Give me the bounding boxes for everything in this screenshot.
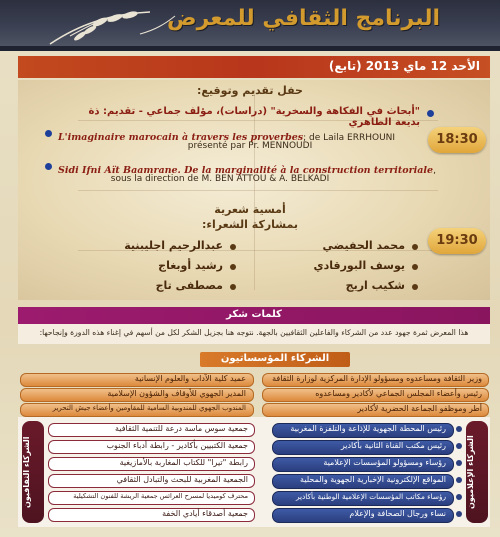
bullet-icon (230, 264, 236, 270)
book-author: ; de Laila ERRHOUNI (303, 133, 396, 143)
partner-item: وزير الثقافة ومساعدوه ومسؤولو الإدارة المركزية لوزارة الثقافة (272, 374, 482, 383)
poet-name: عبدالرحيم اجليبنية (124, 239, 223, 252)
bullet-icon (456, 460, 462, 466)
session1-title: حفل تقديم وتوقيع: (197, 84, 303, 97)
media-item: رئيس المحطة الجهوية للإذاعة والتلفزة المغربية (290, 424, 446, 433)
bullet-icon (456, 494, 462, 500)
session2-title: أمسية شعرية (214, 203, 286, 216)
bullet-icon (45, 163, 52, 170)
session1-item-2-sub: présenté par Pr. MENNOUDI (187, 141, 313, 151)
book-title-fr: Sidi Ifni Aït Baamrane. De la marginalité à la construction territoriale (58, 165, 434, 176)
cultural-tab-label: الشركاء الثقافيون (22, 436, 31, 508)
media-tab-label: الشركاء الإعلاميون (466, 435, 475, 509)
partner-item: المندوب الجهوي للمندوبية السامية للمقاومين وأعضاء جيش التحرير (52, 404, 246, 412)
cultural-partners-tab (22, 421, 44, 523)
session1-item-1: "أبحاث في الفكاهة والسخرية" (دراسات)، مؤلف جماعي - تقديم: ذة بديعة الطاهري (88, 106, 420, 128)
date-text: الأحد 12 ماي 2013 (تابع) (328, 59, 480, 73)
bullet-icon (412, 284, 418, 290)
bullet-icon (230, 284, 236, 290)
bullet-icon (456, 443, 462, 449)
thanks-title: كلمات شكر (226, 309, 282, 320)
date-banner (18, 56, 490, 78)
partners-title: الشركاء المؤسساتيون (220, 353, 330, 364)
media-item: المواقع الإلكترونية الإخبارية الجهوية والمحلية (300, 475, 446, 484)
poet-name: يوسف البورقادي (313, 259, 405, 272)
poet-name: شكيب اريج (345, 279, 405, 292)
thanks-header (18, 307, 490, 324)
session2-subtitle: بمشاركة الشعراء: (202, 218, 298, 231)
poet-name: مصطفى تاج (155, 279, 223, 292)
cultural-item: محترف كوميديا لمسرح العرائس جمعية الريشة للفنون التشكيلية (73, 492, 248, 500)
bullet-icon (456, 511, 462, 517)
partner-item: عميد كلية الآداب والعلوم الإنسانية (134, 374, 246, 383)
partner-item: أطر وموظفو الجماعة الحضرية لأكادير (357, 404, 482, 413)
bullet-icon (412, 264, 418, 270)
poet-name: محمد الحفيضي (322, 239, 405, 252)
media-item: رؤساء مكاتب المؤسسات الإعلامية الوطنية بأكادير (295, 492, 446, 501)
poet-name: رشيد أوبغاج (158, 259, 223, 272)
cultural-item: رابطة "تيرا" للكتاب المغاربة بالأمازيغية (119, 458, 248, 467)
header-divider (0, 46, 500, 51)
media-item: رؤساء ومسؤولو المؤسسات الإعلامية (323, 458, 446, 467)
media-partners-tab (466, 421, 488, 523)
thanks-text: هذا المعرض ثمرة جهود عدد من الشركاء والفاعلين الثقافيين بالجهة. نتوجه هنا بجزيل الشكر لكل من أسهم في إغناء هذه الدورة وإنجاحها: (39, 328, 469, 337)
bullet-icon (45, 130, 52, 137)
session1-item-3-sub: sous la direction de M. BEN ATTOU & A. BELKADI (110, 174, 330, 184)
bullet-icon (456, 477, 462, 483)
partner-item: المدير الجهوي للأوقاف والشؤون الإسلامية (107, 389, 246, 398)
cultural-item: جمعية أصدقاء أيادي الخفة (162, 509, 248, 518)
book-title-fr: L'imaginaire marocain à travers les proverbes (58, 132, 304, 143)
page-line (78, 190, 438, 191)
cultural-item: الجمعية المغربية للبحث والتبادل الثقافي (116, 475, 248, 484)
bullet-icon (427, 110, 434, 117)
header-band (0, 0, 500, 50)
bullet-icon (412, 244, 418, 250)
time-badge-1930: 19:30 (428, 228, 486, 254)
media-item: رئيس مكتب القناة الثانية بأكادير (340, 441, 446, 450)
bullet-icon (456, 426, 462, 432)
media-item: نساء ورجال الصحافة والإعلام (349, 509, 446, 518)
cultural-item: جمعية سوس ماسة درعة للتنمية الثقافية (115, 424, 248, 433)
partners-title-bar (200, 352, 350, 367)
partner-item: رئيس وأعضاء المجلس الجماعي لأكادير ومساعدوه (315, 389, 482, 398)
time-badge-1830: 18:30 (428, 127, 486, 153)
page-title: البرنامج الثقافي للمعرض (166, 6, 440, 31)
thanks-body (18, 324, 490, 344)
bullet-icon (230, 244, 236, 250)
cultural-item: جمعية الكتبيين بأكادير - رابطة أدباء الجنوب (106, 441, 248, 450)
book-author: , (433, 166, 436, 176)
